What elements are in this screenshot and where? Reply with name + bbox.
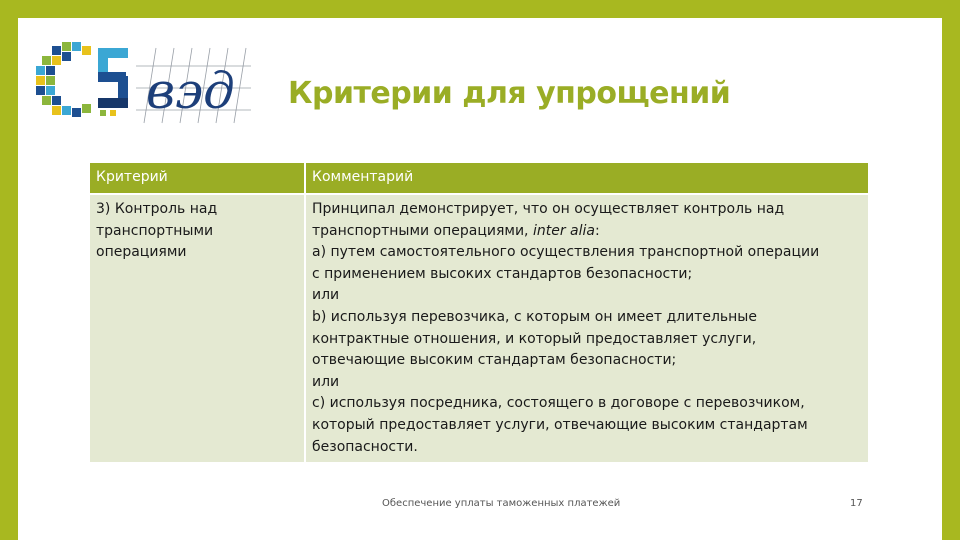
comment-line: или [312,373,340,390]
logo-c-mosaic [36,42,91,117]
comment-line: который предоставляет услуги, отвечающие высоким стандартам [312,416,808,433]
comment-line: отвечающие высоким стандартам безопасности; [312,352,677,369]
table-row [90,194,868,462]
criterion-line: операциями [96,244,187,261]
comment-line: безопасности. [312,438,418,455]
logo-five [98,48,128,116]
comment-text: транспортными операциями, [312,222,533,239]
comment-line-inter-alia [312,221,862,243]
comment-line: c) используя посредника, состоящего в договоре с перевозчиком, [312,395,805,412]
slide [18,18,942,540]
comment-text: : [594,222,600,239]
criterion-cell [90,194,305,462]
logo-icon [26,28,256,138]
comment-cell [305,194,868,462]
table-header-row [90,163,868,194]
page-title: Критерии для упрощений [288,76,731,111]
comment-line: b) используя перевозчика, с которым он имеет длительные [312,308,757,325]
header-comment: Комментарий [305,163,868,194]
comment-line: a) путем самостоятельного осуществления транспортной операции [312,244,820,261]
comment-line: или [312,287,340,304]
header-criterion: Критерий [90,163,305,194]
logo-text: вэд [146,62,235,120]
inter-alia-text: inter alia [532,222,595,239]
comment-line: контрактные отношения, и который предоставляет услуги, [312,330,757,347]
criterion-line: транспортными [96,222,214,239]
comment-line: с применением высоких стандартов безопасности; [312,265,693,282]
comment-line: Принципал демонстрирует, что он осуществляет контроль над [312,201,785,217]
footer-text: Обеспечение уплаты таможенных платежей [382,498,621,509]
criterion-line: 3) Контроль над [96,201,218,217]
criteria-table [90,163,868,462]
page-number: 17 [850,498,863,509]
